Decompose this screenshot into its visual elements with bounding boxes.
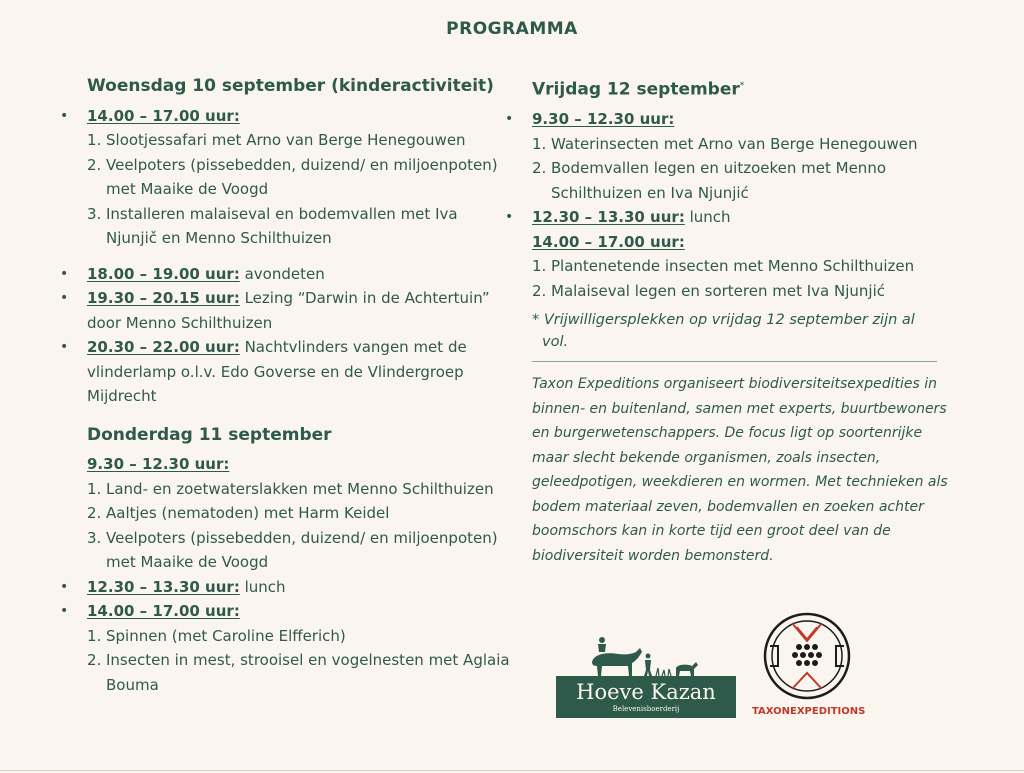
time-slot: 12.30 – 13.30 uur: [532,208,685,227]
list-item: 1. Waterinsecten met Arno van Berge Henegouwen [532,134,918,153]
left-column [60,74,510,697]
hoeve-kazan-logo [556,632,736,718]
activity-text: lunch [239,577,286,596]
time-slot: 9.30 – 12.30 uur: [532,110,675,129]
activity-text: Lezing “Darwin in de Achtertuin” door Menno Schilthuizen [87,289,490,332]
schedule-block [505,107,945,205]
taxon-emblem-icon [752,611,862,703]
list-item: 2. Insecten in mest, strooisel en vogelnesten met Aglaia Bouma [87,651,510,694]
bullet-icon: • [505,111,514,128]
bullet-icon: • [505,209,514,226]
list-item: 2. Aaltjes (nematoden) met Harm Keidel [87,504,390,522]
farm-animals-icon [556,632,736,678]
activity-text: lunch [684,208,731,227]
schedule-block [60,452,510,575]
right-column [505,74,948,568]
time-slot: 19.30 – 20.15 uur: [87,289,240,307]
page-title: PROGRAMMA [446,19,578,39]
bullet-icon: • [60,603,69,619]
list-item: 1. Slootjessafari met Arno van Berge Henegouwen [87,131,466,149]
list-item: 1. Spinnen (met Caroline Elfferich) [87,626,346,645]
divider [532,361,937,362]
day-heading-thursday: Donderdag 11 september [87,424,332,445]
day-heading-wednesday: Woensdag 10 september (kinderactiviteit) [87,76,494,96]
list-item: 2. Bodemvallen legen en uitzoeken met Menno Schilthuizen en Iva Njunjić [532,159,887,202]
time-slot: 14.00 – 17.00 uur: [87,602,240,620]
hoeve-kazan-name: Hoeve Kazan [576,680,716,704]
schedule-block [60,575,510,600]
time-slot: 14.00 – 17.00 uur: [532,232,685,251]
time-slot: 18.00 – 19.00 uur: [87,264,240,283]
schedule-block [505,230,945,304]
bullet-icon: • [60,578,69,595]
bullet-icon: • [60,107,69,124]
time-slot: 9.30 – 12.30 uur: [87,455,230,473]
schedule-block [60,286,510,335]
schedule-block [60,104,510,251]
schedule-block [60,599,510,697]
list-item: 3. Veelpoters (pissebedden, duizend/ en miljoenpoten) met Maaike de Voogd [87,528,498,571]
footnote: * Vrijwilligersplekken op vrijdag 12 september zijn al vol. [532,312,915,351]
bullet-icon: • [60,290,69,306]
time-slot: 20.30 – 22.00 uur: [87,338,240,356]
time-slot: 14.00 – 17.00 uur: [87,106,240,125]
list-item: 2. Malaiseval legen en sorteren met Iva Njunjić [532,281,885,300]
time-slot: 12.30 – 13.30 uur: [87,577,240,596]
list-item: 3. Installeren malaiseval en bodemvallen met Iva Njunjič en Menno Schilthuizen [87,204,458,247]
list-item: 1. Plantenetende insecten met Menno Schilthuizen [532,257,915,276]
bullet-icon: • [60,339,69,355]
schedule-block [60,335,510,409]
hoeve-kazan-subtitle: Belevenisboerderij [612,705,680,713]
activity-text: avondeten [239,264,325,283]
activity-text: Nachtvlinders vangen met de vlinderlamp o.l.v. Edo Goverse en de Vlindergroep Mijdrecht [87,338,467,405]
schedule-block [60,262,510,287]
schedule-block [505,205,945,230]
taxon-expeditions-name: TAXONEXPEDITIONS [752,706,866,717]
list-item: 1. Land- en zoetwaterslakken met Menno Schilthuizen [87,479,494,498]
taxon-expeditions-logo [752,611,866,721]
about-paragraph: Taxon Expeditions organiseert biodiversiteitsexpedities in binnen- en buitenland, samen met experts, buurtbewoners en burgerwetenschappers. De focus ligt op soortenrijke maar slecht bekende organismen, zoals insecten, geleedpotigen, weekdieren en wormen. Met technieken als bodem materiaal zeven, bodemvallen en zoeken achter boomschors kan in korte tijd een groot deel van de biodiversiteit worden bemonsterd. [532,376,948,564]
bullet-icon: • [60,265,69,282]
bottom-divider [0,770,1024,771]
day-heading-friday: Vrijdag 12 september* [532,79,745,100]
list-item: 2. Veelpoters (pissebedden, duizend/ en miljoenpoten) met Maaike de Voogd [87,155,498,198]
